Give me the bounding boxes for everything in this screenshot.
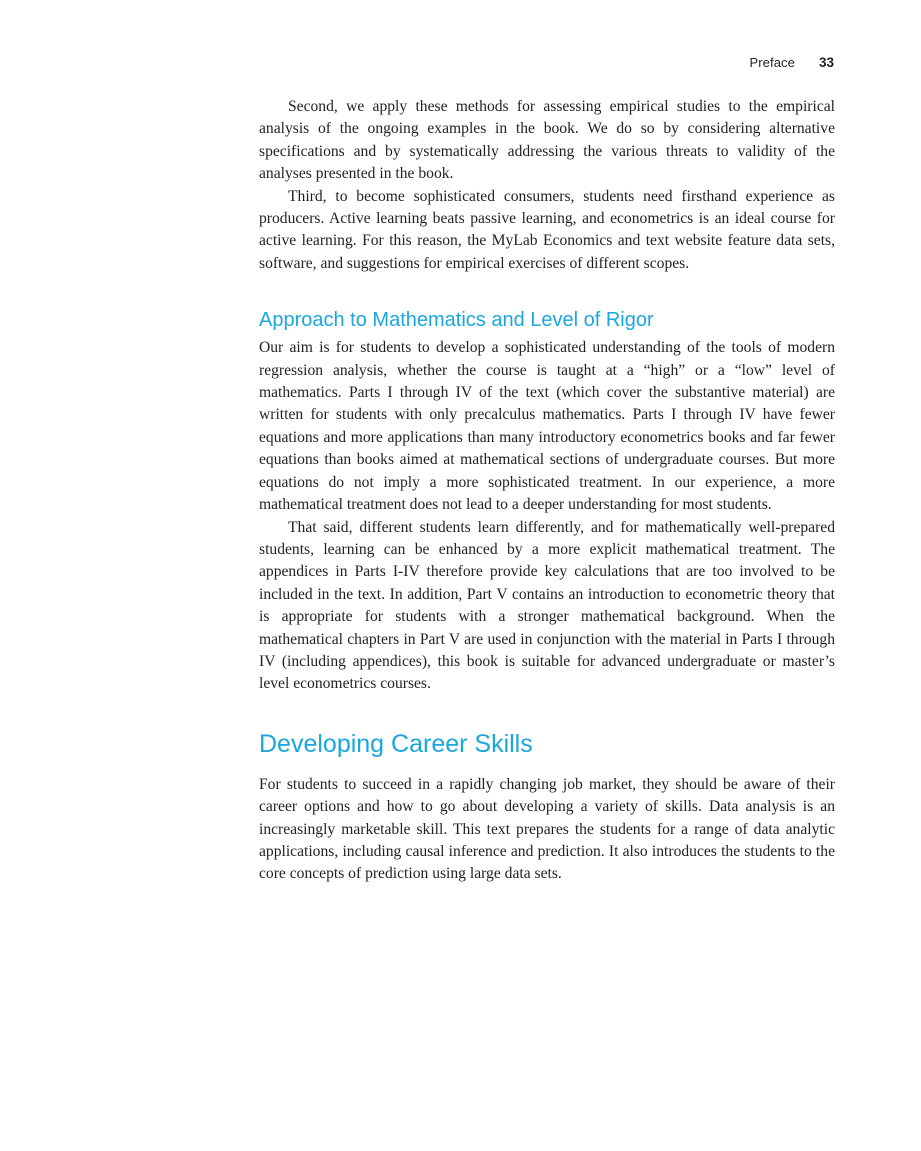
section-heading-math-rigor: Approach to Mathematics and Level of Rigor [259, 309, 654, 332]
page-number: 33 [818, 55, 834, 70]
running-head-section: Preface [749, 55, 795, 70]
page-body [259, 96, 835, 886]
body-paragraph: That said, different students learn differently, and for mathematically well-prepared students, learning can be enhanced by a more explicit mathematical treatment. The appendices in Parts I-IV therefore provide key calculations that are too involved to be included in the text. In addition, Part V contains an introduction to econometric theory that is appropriate for students with a stronger mathematical background. When the mathematical chapters in Part V are used in conjunction with the material in Parts I through IV (including appendices), this book is suitable for advanced undergraduate or master’s level econometrics courses. [259, 518, 835, 693]
body-paragraph: Our aim is for students to develop a sophisticated understanding of the tools of modern regression analysis, whether the course is taught at a “high” or a “low” level of mathematics. Parts I through IV of the text (which cover the substantive material) are written for students with only precalculus mathematics. Parts I through IV have fewer equations and more applications than many introductory econometrics books and far fewer equations than books aimed at mathematical sections of undergraduate courses. But more equations do not imply a more sophisticated treatment. In our experience, a more mathematical treatment does not lead to a deeper understanding for most students. [259, 339, 835, 514]
running-head [749, 55, 834, 70]
body-paragraph: Second, we apply these methods for assessing empirical studies to the empirical analysis of the ongoing examples in the book. We do so by considering alternative specifications and by systematically addressing the various threats to validity of the analyses presented in the book. [259, 98, 835, 183]
body-paragraph: For students to succeed in a rapidly changing job market, they should be aware of their career options and how to go about developing a variety of skills. Data analysis is an increasingly marketable skill. This text prepares the students for a range of data analytic applications, including causal inference and prediction. It also introduces the students to the core concepts of prediction using large data sets. [259, 775, 835, 883]
section-heading-career-skills: Developing Career Skills [259, 729, 533, 758]
body-paragraph: Third, to become sophisticated consumers, students need firsthand experience as producers. Active learning beats passive learning, and econometrics is an ideal course for active learning. For this reason, the MyLab Economics and text website feature data sets, software, and suggestions for empirical exercises of different scopes. [259, 187, 835, 272]
